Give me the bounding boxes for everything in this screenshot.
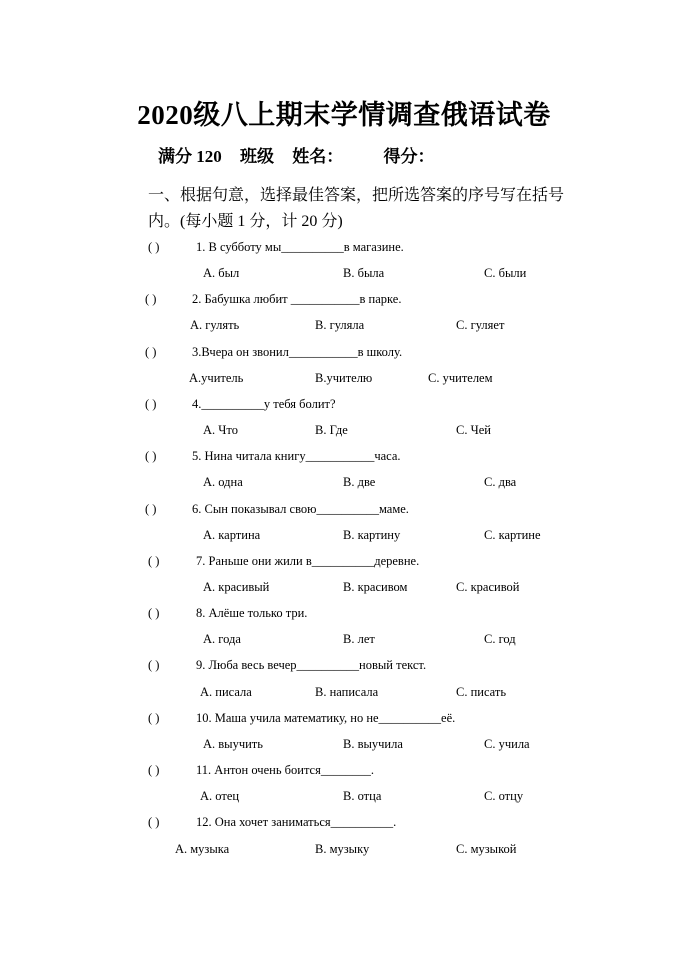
question-text: 11. Антон очень боится________.	[196, 763, 374, 777]
option-c[interactable]: C. год	[484, 632, 516, 646]
answer-parentheses[interactable]: ( )	[148, 815, 160, 829]
answer-parentheses[interactable]: ( )	[148, 606, 160, 620]
option-c[interactable]: C. учителем	[428, 371, 493, 385]
question-text: 6. Сын показывал свою__________маме.	[192, 502, 409, 516]
page-title: 2020级八上期末学情调查俄语试卷	[137, 100, 551, 130]
option-a[interactable]: A.учитель	[189, 371, 244, 385]
name-label: 姓名：	[292, 147, 344, 166]
option-c[interactable]: C. гуляет	[456, 318, 505, 332]
class-label: 班级	[240, 147, 274, 166]
option-a[interactable]: A. одна	[203, 475, 243, 489]
option-c[interactable]: C. учила	[484, 737, 530, 751]
option-c[interactable]: C. писать	[456, 685, 507, 699]
option-c[interactable]: C. музыкой	[456, 842, 517, 856]
answer-parentheses[interactable]: ( )	[148, 711, 160, 725]
option-b[interactable]: B. написала	[315, 685, 379, 699]
option-a[interactable]: A. писала	[200, 685, 252, 699]
question-text: 10. Маша учила математику, но не__________её.	[196, 711, 456, 725]
option-b[interactable]: B. картину	[343, 528, 401, 542]
option-a[interactable]: A. был	[203, 266, 240, 280]
question-text: 1. В субботу мы__________в магазине.	[196, 240, 404, 254]
option-c[interactable]: C. были	[484, 266, 527, 280]
option-b[interactable]: B. две	[343, 475, 376, 489]
option-c[interactable]: C. два	[484, 475, 517, 489]
option-b[interactable]: B. Где	[315, 423, 348, 437]
option-a[interactable]: A. музыка	[175, 842, 230, 856]
option-b[interactable]: B. лет	[343, 632, 375, 646]
option-a[interactable]: A. выучить	[203, 737, 263, 751]
answer-parentheses[interactable]: ( )	[148, 240, 160, 254]
answer-parentheses[interactable]: ( )	[148, 658, 160, 672]
option-b[interactable]: B. выучила	[343, 737, 403, 751]
option-c[interactable]: C. Чей	[456, 423, 491, 437]
option-c[interactable]: C. картине	[484, 528, 541, 542]
full-score-label: 满分 120	[158, 147, 222, 166]
question-text: 7. Раньше они жили в__________деревне.	[196, 554, 420, 568]
option-a[interactable]: A. красивый	[203, 580, 270, 594]
question-text: 12. Она хочет заниматься__________.	[196, 815, 397, 829]
option-b[interactable]: B. гуляла	[315, 318, 365, 332]
option-c[interactable]: C. красивой	[456, 580, 520, 594]
option-a[interactable]: A. картина	[203, 528, 261, 542]
question-text: 5. Нина читала книгу___________часа.	[192, 449, 401, 463]
question-text: 4.__________у тебя болит?	[192, 397, 336, 411]
option-a[interactable]: A. отец	[200, 789, 240, 803]
option-a[interactable]: A. года	[203, 632, 241, 646]
score-label: 得分：	[383, 147, 435, 166]
answer-parentheses[interactable]: ( )	[145, 345, 157, 359]
answer-parentheses[interactable]: ( )	[145, 397, 157, 411]
option-b[interactable]: B.учителю	[315, 371, 373, 385]
option-b[interactable]: B. отца	[343, 789, 382, 803]
option-b[interactable]: B. музыку	[315, 842, 370, 856]
question-text: 2. Бабушка любит ___________в парке.	[192, 292, 402, 306]
answer-parentheses[interactable]: ( )	[145, 292, 157, 306]
section-instruction-line2: 内。(每小题 1 分，计 20 分)	[148, 213, 343, 230]
option-a[interactable]: A. Что	[203, 423, 238, 437]
question-text: 9. Люба весь вечер__________новый текст.	[196, 658, 427, 672]
option-c[interactable]: C. отцу	[484, 789, 524, 803]
answer-parentheses[interactable]: ( )	[145, 449, 157, 463]
section-instruction-line1: 一、根据句意，选择最佳答案，把所选答案的序号写在括号	[148, 187, 565, 204]
question-text: 8. Алёше только три.	[196, 606, 308, 620]
option-b[interactable]: B. была	[343, 266, 385, 280]
answer-parentheses[interactable]: ( )	[145, 502, 157, 516]
answer-parentheses[interactable]: ( )	[148, 763, 160, 777]
option-a[interactable]: A. гулять	[190, 318, 240, 332]
answer-parentheses[interactable]: ( )	[148, 554, 160, 568]
option-b[interactable]: B. красивом	[343, 580, 408, 594]
exam-info-line	[158, 142, 449, 167]
question-text: 3.Вчера он звонил___________в школу.	[192, 345, 403, 359]
